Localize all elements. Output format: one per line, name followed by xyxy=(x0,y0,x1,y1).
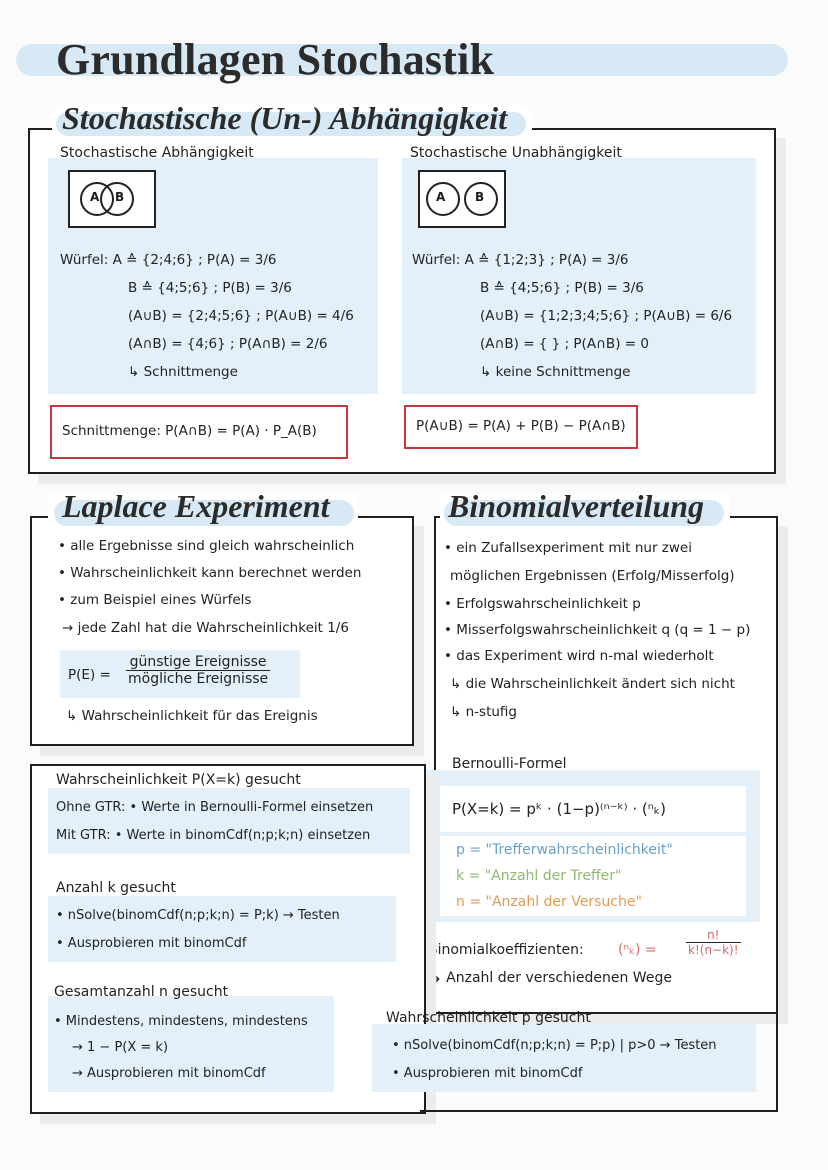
binomial-bullet: • Misserfolgswahrscheinlichkeit q (q = 1 − p) xyxy=(444,622,751,638)
page-title: Grundlagen Stochastik xyxy=(56,35,495,84)
independence-line: Würfel: A ≙ {1;2;3} ; P(A) = 3/6 xyxy=(412,252,629,268)
prob-card xyxy=(48,788,410,854)
n-line: → Ausprobieren mit binomCdf xyxy=(72,1066,266,1081)
dependence-heading: Stochastische (Un-) Abhängigkeit xyxy=(62,100,508,136)
venn-label-a: A xyxy=(436,190,446,204)
independence-line: (A∪B) = {1;2;3;4;5;6} ; P(A∪B) = 6/6 xyxy=(480,308,733,324)
dependence-subtitle: Stochastische Abhängigkeit xyxy=(60,145,254,161)
laplace-numerator: günstige Ereignisse xyxy=(126,654,270,671)
independence-subtitle: Stochastische Unabhängigkeit xyxy=(410,145,622,161)
laplace-denominator: mögliche Ereignisse xyxy=(128,671,269,687)
binomial-bullet: ↳ die Wahrscheinlichkeit ändert sich nicht xyxy=(450,676,735,692)
n-title: Gesamtanzahl n gesucht xyxy=(54,984,229,1000)
laplace-bullet: → jede Zahl hat die Wahrscheinlichkeit 1/6 xyxy=(62,620,349,636)
koeff-binom xyxy=(618,942,657,958)
venn-diagram-disjoint xyxy=(418,170,506,228)
binomial-bullet: • ein Zufallsexperiment mit nur zwei xyxy=(444,540,692,556)
dependence-line: ↳ Schnittmenge xyxy=(128,364,238,380)
laplace-note: ↳ Wahrscheinlichkeit für das Ereignis xyxy=(66,708,318,724)
bernoulli-formula-box xyxy=(440,786,746,832)
independence-line: ↳ keine Schnittmenge xyxy=(480,364,631,380)
laplace-formula-box xyxy=(60,650,300,698)
laplace-bullet: • Wahrscheinlichkeit kann berechnet werden xyxy=(58,565,362,581)
venn-label-b: B xyxy=(475,190,485,204)
venn-diagram-overlap xyxy=(68,170,156,228)
legend-p: p = "Trefferwahrscheinlichkeit" xyxy=(456,842,673,858)
bernoulli-formula: P(X=k) = pᵏ · (1−p)⁽ⁿ⁻ᵏ⁾ · (ⁿₖ) xyxy=(452,800,666,818)
dependence-formula-box xyxy=(50,405,348,459)
independence-line: (A∩B) = { } ; P(A∩B) = 0 xyxy=(480,336,649,352)
laplace-formula-lhs: P(E) = xyxy=(68,667,111,683)
koeff-numerator: n! xyxy=(686,928,741,943)
p-line: • nSolve(binomCdf(n;p;k;n) = P;p) | p>0 → Testen xyxy=(392,1038,717,1053)
binomial-bullet: • das Experiment wird n-mal wiederholt xyxy=(444,648,714,664)
prob-title: Wahrscheinlichkeit P(X=k) gesucht xyxy=(56,772,301,788)
k-line: • nSolve(binomCdf(n;p;k;n) = P;k) → Testen xyxy=(56,908,340,923)
p-card xyxy=(372,1024,756,1092)
n-line: → 1 − P(X = k) xyxy=(72,1040,169,1055)
laplace-bullet: • alle Ergebnisse sind gleich wahrscheinlich xyxy=(58,538,355,554)
p-title: Wahrscheinlichkeit p gesucht xyxy=(386,1010,591,1026)
legend-k: k = "Anzahl der Treffer" xyxy=(456,868,622,884)
p-line: • Ausprobieren mit binomCdf xyxy=(392,1066,583,1081)
laplace-bullet: • zum Beispiel eines Würfels xyxy=(58,592,252,608)
koeff-note: ↳ Anzahl der verschiedenen Wege xyxy=(430,970,672,986)
independence-line: B ≙ {4;5;6} ; P(B) = 3/6 xyxy=(480,280,644,296)
k-card xyxy=(48,896,396,962)
prob-line: Mit GTR: • Werte in binomCdf(n;p;k;n) einsetzen xyxy=(56,828,371,843)
dependence-line: B ≙ {4;5;6} ; P(B) = 3/6 xyxy=(128,280,292,296)
bernoulli-title: Bernoulli-Formel xyxy=(452,756,567,772)
binomial-bullet: ↳ n-stufig xyxy=(450,704,517,720)
legend-n: n = "Anzahl der Versuche" xyxy=(456,894,642,910)
prob-line: Ohne GTR: • Werte in Bernoulli-Formel einsetzen xyxy=(56,800,374,815)
binomial-heading: Binomialverteilung xyxy=(448,488,705,524)
koeff-label: Binomialkoeffizienten: xyxy=(428,942,584,958)
dependence-line: Würfel: A ≙ {2;4;6} ; P(A) = 3/6 xyxy=(60,252,277,268)
venn-label-b: B xyxy=(115,190,125,204)
dependence-line: (A∩B) = {4;6} ; P(A∩B) = 2/6 xyxy=(128,336,328,352)
koeff-binom-symbol: (ⁿₖ) = xyxy=(618,942,657,958)
koeff-fraction xyxy=(686,928,741,957)
dependence-formula: Schnittmenge: P(A∩B) = P(A) · P_A(B) xyxy=(62,423,317,439)
independence-formula-box xyxy=(404,405,638,449)
venn-label-a: A xyxy=(90,190,100,204)
n-line: • Mindestens, mindestens, mindestens xyxy=(54,1014,308,1029)
laplace-fraction xyxy=(126,654,270,687)
binomial-bullet: möglichen Ergebnissen (Erfolg/Misserfolg) xyxy=(450,568,735,584)
binomial-bullet: • Erfolgswahrscheinlichkeit p xyxy=(444,596,641,612)
k-line: • Ausprobieren mit binomCdf xyxy=(56,936,247,951)
koeff-denominator: k!(n−k)! xyxy=(688,943,739,957)
dependence-line: (A∪B) = {2;4;5;6} ; P(A∪B) = 4/6 xyxy=(128,308,354,324)
laplace-heading: Laplace Experiment xyxy=(62,488,330,524)
independence-formula: P(A∪B) = P(A) + P(B) − P(A∩B) xyxy=(416,418,626,434)
k-title: Anzahl k gesucht xyxy=(56,880,176,896)
